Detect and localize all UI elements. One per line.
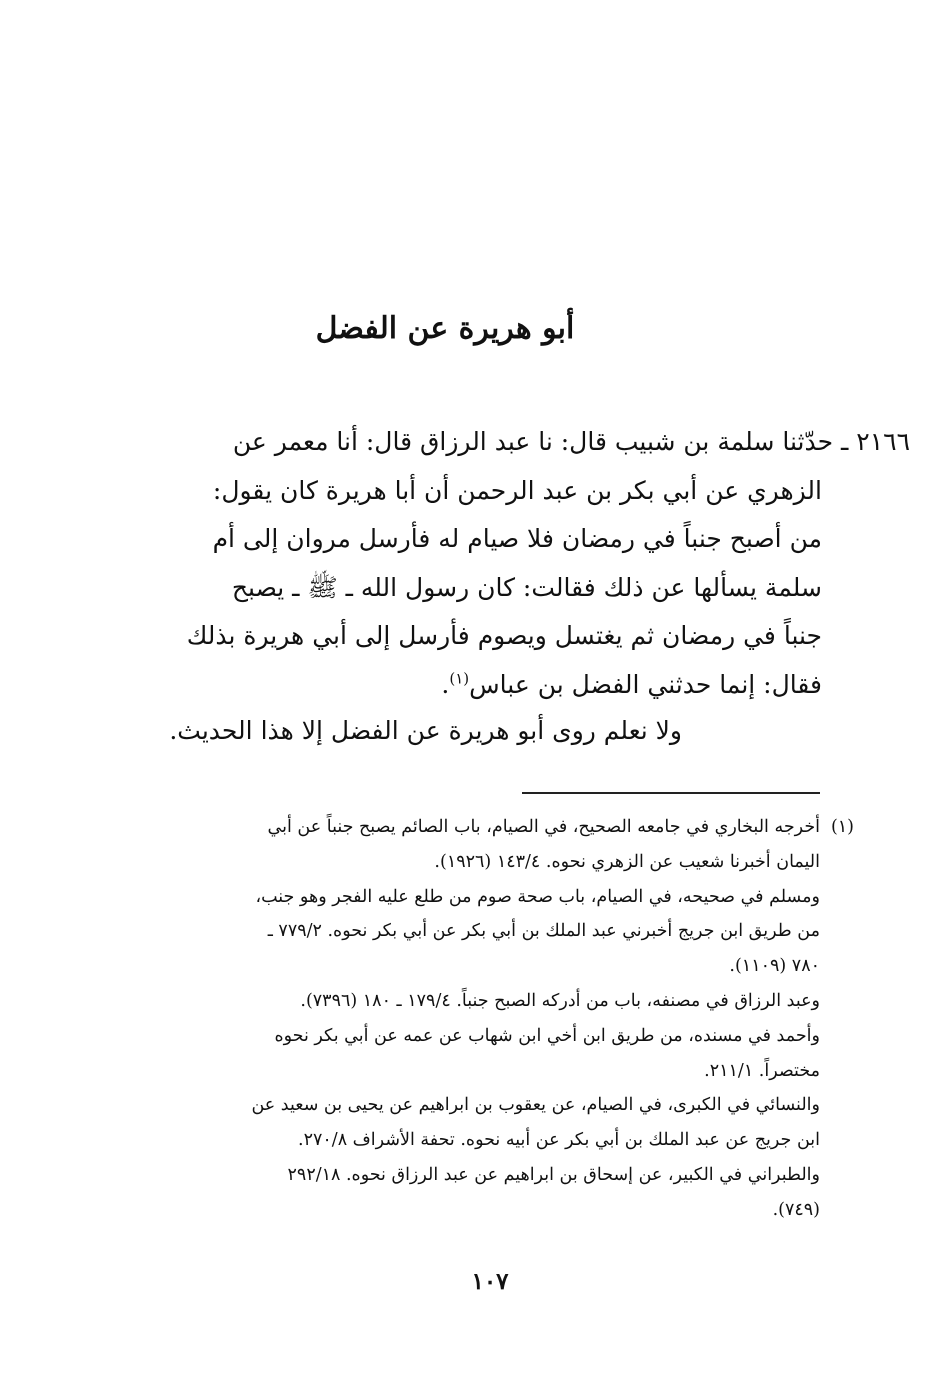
hadith-2166 [132, 418, 910, 709]
footnote-line: أخرجه البخاري في جامعه الصحيح، في الصيام، باب الصائم يصبح جنباً عن أبي [267, 817, 820, 837]
footnote-line: ٧٨٠ (١١٠٩). [729, 956, 820, 977]
footnote-line: وأحمد في مسنده، من طريق ابن أخي ابن شهاب عن عمه عن أبي بكر نحوه [274, 1025, 820, 1046]
footnote-line: وعبد الرزاق في مصنفه، باب من أدركه الصبح جنباً. ١٧٩/٤ ـ ١٨٠ (٧٣٩٦). [300, 990, 820, 1011]
footnote-divider [522, 792, 820, 794]
footnote-line: (٧٤٩). [772, 1199, 820, 1220]
hadith-number: ٢١٦٦ ـ [841, 427, 910, 456]
hadith-line-3: من أصبح جنباً في رمضان فلا صيام له فأرسل مروان إلى أم [212, 524, 822, 553]
footnote-line: مختصراً. ٢١١/١. [704, 1060, 820, 1081]
footnote-line: ومسلم في صحيحه، في الصيام، باب صحة صوم من طلع عليه الفجر وهو جنب، [255, 886, 820, 907]
footnote-line: والنسائي في الكبرى، في الصيام، عن يعقوب بن ابراهيم عن يحيى بن سعيد عن [251, 1095, 820, 1116]
hadith-line-1 [132, 418, 910, 467]
hadith-line-4: سلمة يسألها عن ذلك فقالت: كان رسول الله ـ ﷺ ـ يصبح [231, 572, 822, 602]
hadith-line-2: الزهري عن أبي بكر بن عبد الرحمن أن أبا هريرة كان يقول: [212, 475, 822, 505]
section-title: أبو هريرة عن الفضل [315, 311, 575, 346]
page-number: ١٠٧ [471, 1268, 509, 1295]
hadith-text-line-6: فقال: إنما حدثني الفضل بن عباس [469, 669, 822, 699]
hadith-end-punct: . [441, 669, 450, 699]
editor-note: ولا نعلم روى أبو هريرة عن الفضل إلا هذا الحديث. [169, 716, 682, 745]
hadith-text-line-1: حدّثنا سلمة بن شبيب قال: نا عبد الرزاق قال: أنا معمر عن [232, 427, 834, 456]
footnote-marker: (١) [830, 817, 854, 837]
footnote-line: اليمان أخبرنا شعيب عن الزهري نحوه. ١٤٣/٤ (١٩٢٦). [434, 851, 820, 872]
hadith-line-5: جنباً في رمضان ثم يغتسل ويصوم فأرسل إلى أبي هريرة بذلك [186, 621, 822, 650]
footnote-line: والطبراني في الكبير، عن إسحاق بن ابراهيم عن عبد الرزاق نحوه. ٢٩٢/١٨ [287, 1164, 820, 1185]
footnote-line: ابن جريج عن عبد الملك بن أبي بكر عن أبيه نحوه. تحفة الأشراف ٢٧٠/٨. [298, 1130, 820, 1151]
footnote-reference: (١) [449, 669, 470, 688]
hadith-line-6 [132, 661, 822, 710]
footnote-line: من طريق ابن جريج أخبرني عبد الملك بن أبي بكر عن أبي بكر نحوه. ٧٧٩/٢ ـ [267, 921, 820, 942]
footnotes [130, 810, 854, 1228]
